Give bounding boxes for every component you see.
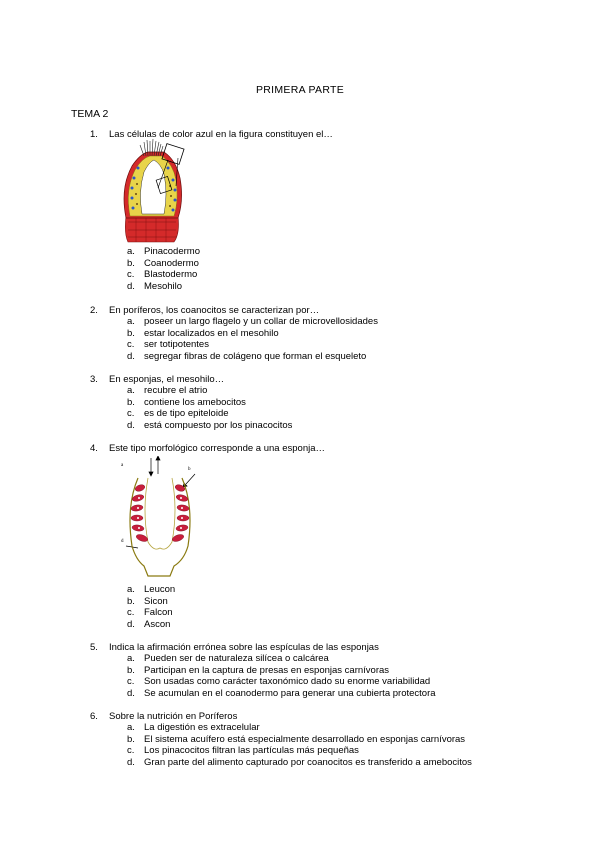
question-1-options [0,246,600,292]
option-d[interactable] [0,281,600,293]
figure-atrium [145,478,175,549]
option-letter: d. [127,350,135,362]
question-text: Las células de color azul en la figura constituyen el… [109,129,333,140]
option-letter: a. [127,246,135,257]
sponge-cross-section-figure [118,138,190,244]
option-b[interactable] [0,665,600,677]
option-text: Pueden ser de naturaleza silícea o calcárea [144,653,329,664]
figure-label-b: b [188,467,191,472]
option-letter: b. [127,396,135,408]
question-2-options [0,316,600,362]
option-d[interactable] [0,757,600,769]
option-text: Participan en la captura de presas en esponjas carnívoras [144,664,390,676]
figure-base [125,216,178,242]
option-letter: a. [127,584,135,595]
question-text: Sobre la nutrición en Poríferos [109,711,238,722]
option-letter: c. [127,408,135,419]
question-text: Este tipo morfológico corresponde a una esponja… [109,443,325,454]
option-letter: d. [127,756,135,768]
option-letter: c. [127,676,135,687]
option-letter: c. [127,339,135,350]
option-b[interactable] [0,328,600,340]
option-text: Ascon [144,618,171,630]
option-text: poseer un largo flagelo y un collar de microvellosidades [144,316,378,327]
option-letter: b. [127,595,135,607]
option-text: Pinacodermo [144,246,200,257]
option-text: Sicon [144,595,168,607]
option-a[interactable] [0,246,600,258]
option-letter: b. [127,733,135,745]
option-d[interactable] [0,420,600,432]
option-text: El sistema acuífero está especialmente desarrollado en esponjas carnívoras [144,733,466,745]
question-text: En esponjas, el mesohilo… [109,374,225,385]
option-letter: a. [127,385,135,396]
option-c[interactable] [0,339,600,351]
option-a[interactable] [0,722,600,734]
option-text: segregar fibras de colágeno que forman el esqueleto [144,350,367,362]
question-number: 6. [90,711,98,722]
option-a[interactable] [0,316,600,328]
question-number: 4. [90,443,98,454]
option-letter: b. [127,327,135,339]
option-text: Son usadas como carácter taxonómico dado su enorme variabilidad [144,676,431,687]
sponge-morphology-figure [118,456,208,580]
option-c[interactable] [0,676,600,688]
option-text: La digestión es extracelular [144,722,260,733]
option-c[interactable] [0,269,600,281]
question-number: 3. [90,374,98,385]
option-text: es de tipo epiteloide [144,408,229,419]
option-text: recubre el atrio [144,385,208,396]
option-d[interactable] [0,351,600,363]
option-b[interactable] [0,258,600,270]
option-letter: b. [127,664,135,676]
option-letter: c. [127,269,135,280]
option-text: Los pinacocitos filtran las partículas más pequeñas [144,745,359,756]
option-letter: d. [127,419,135,431]
option-letter: d. [127,280,135,292]
option-c[interactable] [0,607,600,619]
option-text: está compuesto por los pinacocitos [144,419,293,431]
question-number: 5. [90,642,98,653]
option-a[interactable] [0,653,600,665]
question-number: 2. [90,305,98,316]
option-text: Coanodermo [144,257,199,269]
option-text: Gran parte del alimento capturado por coanocitos es transferido a amebocitos [144,756,472,768]
option-letter: a. [127,653,135,664]
option-b[interactable] [0,397,600,409]
option-text: Mesohilo [144,280,183,292]
option-b[interactable] [0,596,600,608]
question-text: En poríferos, los coanocitos se caracterizan por… [109,305,320,316]
option-letter: a. [127,722,135,733]
option-c[interactable] [0,408,600,420]
figure-label-a: a [121,463,124,468]
question-text: Indica la afirmación errónea sobre las espículas de las esponjas [109,642,379,653]
page-title: PRIMERA PARTE [255,84,345,96]
option-a[interactable] [0,584,600,596]
option-c[interactable] [0,745,600,757]
option-text: Leucon [144,584,176,595]
option-letter: d. [127,618,135,630]
section-heading: TEMA 2 [71,108,109,120]
option-a[interactable] [0,385,600,397]
option-d[interactable] [0,619,600,631]
option-letter: b. [127,257,135,269]
question-4-options [0,584,600,630]
option-letter: c. [127,745,135,756]
option-text: Falcon [144,607,173,618]
option-letter: a. [127,316,135,327]
option-text: Blastodermo [144,269,198,280]
figure-label-d: d [121,539,124,544]
option-letter: d. [127,687,135,699]
option-text: contiene los amebocitos [144,396,246,408]
option-d[interactable] [0,688,600,700]
option-letter: c. [127,607,135,618]
option-b[interactable] [0,734,600,746]
option-text: Se acumulan en el coanodermo para generar una cubierta protectora [144,687,436,699]
question-number: 1. [90,129,98,140]
option-text: estar localizados en el mesohilo [144,327,279,339]
option-text: ser totipotentes [144,339,209,350]
question-6-options [0,722,600,768]
question-3-options [0,385,600,431]
question-5-options [0,653,600,699]
